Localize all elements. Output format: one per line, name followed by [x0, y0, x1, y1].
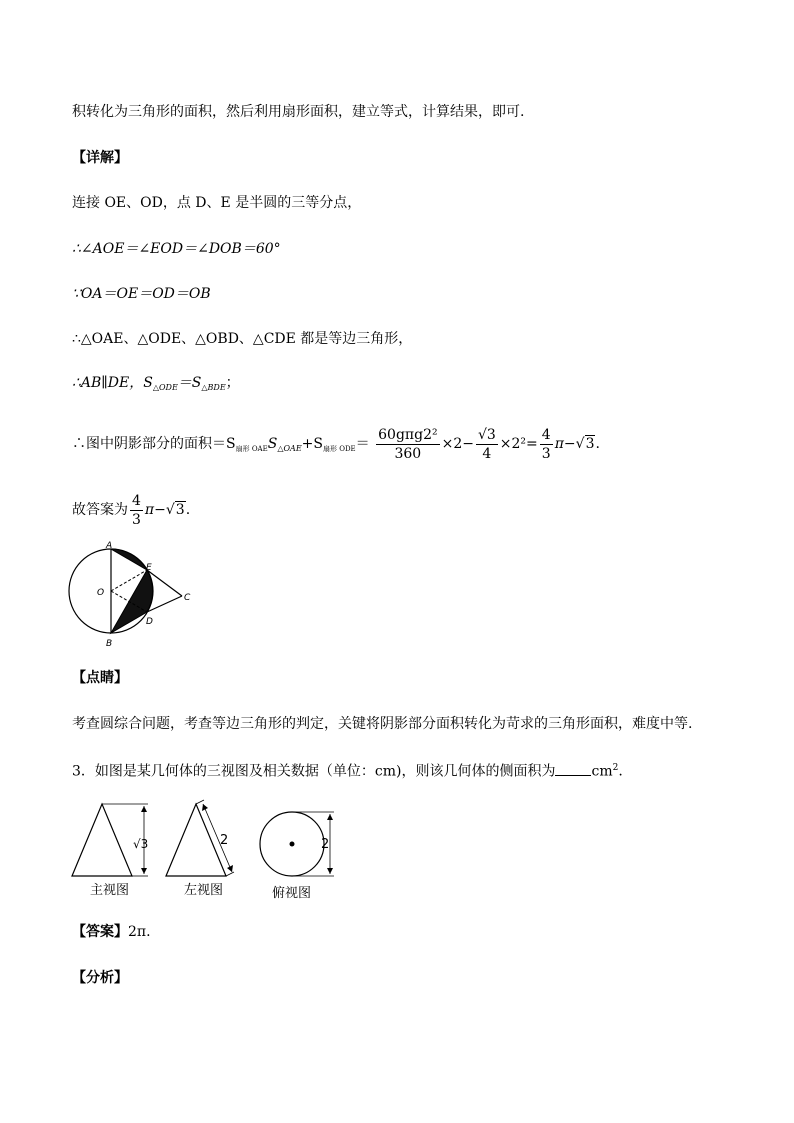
l7-part-a: ∴图中阴影部分的面积＝S	[72, 436, 236, 452]
label-c: C	[184, 593, 191, 603]
text-line-8	[72, 488, 190, 532]
text-line-4: ∵OA＝OE＝OD＝OB	[72, 286, 211, 302]
q3-unit: cm	[591, 763, 613, 780]
l8-part-b: π−	[144, 502, 166, 518]
l7-sub-3: 扇形 ODE	[322, 445, 356, 453]
l6-part-c: ；	[225, 375, 240, 391]
l7-radicand: 3	[585, 436, 595, 452]
text-line-9: 考查圆综合问题，考查等边三角形的判定，关键将阴影部分面积转化为苛求的三角形面积，难度中等.	[72, 716, 693, 732]
l6-sub-2: △BDE	[201, 383, 226, 392]
answer-label: 【答案】	[72, 924, 128, 940]
detail-header: 【详解】	[72, 150, 128, 166]
l6-part-b: ＝S	[177, 375, 202, 391]
text-line-2: 连接 OE、OD，点 D、E 是半圆的三等分点，	[72, 195, 362, 211]
l7-fraction-1	[376, 426, 439, 463]
top-view-center	[290, 842, 295, 847]
left-view-label: 左视图	[184, 883, 224, 898]
answer-line	[72, 922, 151, 942]
l7-part-g: π−	[554, 436, 576, 452]
top-dim-arrow-bottom	[327, 868, 333, 874]
l8-frac-den: 3	[132, 511, 141, 528]
l8-end: .	[185, 502, 191, 518]
label-o: O	[97, 588, 105, 598]
text-line-6	[72, 373, 240, 395]
top-dim-arrow-top	[327, 814, 333, 820]
l7-frac2-num: √3	[477, 426, 496, 443]
text-line-7	[72, 422, 600, 468]
l7-end: .	[595, 436, 600, 452]
front-view	[72, 804, 148, 898]
left-dim-top-ext	[196, 800, 204, 804]
left-view	[166, 800, 234, 898]
q3-unit-sup: 2	[612, 763, 619, 773]
l7-part-e: ×2−	[441, 436, 474, 452]
left-dim-bottom-ext	[226, 872, 234, 876]
l7-sub-2: △OAE	[277, 444, 302, 453]
l8-root-sign: √	[165, 502, 175, 518]
l8-radicand: 3	[175, 502, 185, 518]
front-view-label: 主视图	[90, 883, 130, 898]
top-view-label: 俯视图	[272, 886, 312, 901]
left-dim-label: 2	[220, 833, 229, 848]
l8-frac-num: 4	[132, 492, 141, 509]
q3-answer-blank	[555, 761, 591, 776]
l8-fraction	[130, 492, 143, 529]
l7-frac2-den: 4	[482, 445, 492, 462]
q3-end: .	[618, 763, 623, 780]
l7-part-d: ＝	[355, 436, 370, 452]
answer-value: 2π.	[128, 924, 151, 940]
l7-part-b: S	[267, 436, 278, 452]
left-dim-arrow-top	[202, 804, 208, 811]
l7-frac1-den: 360	[394, 445, 422, 462]
circle-figure	[62, 540, 202, 652]
label-b: B	[106, 639, 113, 649]
l7-radical	[576, 422, 596, 466]
text-line-1: 积转化为三角形的面积，然后利用扇形面积，建立等式，计算结果，即可.	[72, 104, 525, 120]
three-views-figure	[62, 798, 352, 906]
left-view-triangle	[166, 804, 229, 876]
label-e: E	[146, 563, 152, 573]
top-view	[260, 812, 334, 901]
l8-part-a: 故答案为	[72, 502, 128, 518]
top-dim-label: 2	[321, 837, 330, 852]
front-dim-arrow-bottom	[141, 868, 147, 874]
shaded-segment-ae	[111, 549, 147, 570]
l6-part-a: ∴AB∥DE，S	[72, 375, 153, 391]
left-dim-arrow-bottom	[227, 865, 233, 872]
question-3	[72, 758, 623, 782]
analysis-header: 【分析】	[72, 970, 128, 986]
l7-part-c: +S	[301, 436, 323, 452]
front-dim-arrow-top	[141, 806, 147, 812]
front-dim-label: √3	[133, 837, 149, 851]
l7-sub-1: 扇形 OAE	[235, 445, 268, 453]
text-line-3: ∴∠AOE＝∠EOD＝∠DOB＝60°	[72, 241, 281, 257]
label-d: D	[146, 617, 153, 627]
q3-text: 3．如图是某几何体的三视图及相关数据（单位：cm)，则该几何体的侧面积为	[72, 763, 556, 780]
front-view-triangle	[72, 804, 132, 876]
label-a: A	[106, 541, 113, 551]
l8-radical	[166, 488, 186, 532]
l7-part-f: ×2²=	[499, 436, 538, 452]
l6-sub-1: △ODE	[152, 383, 178, 392]
l7-fraction-3	[540, 426, 553, 463]
l7-frac3-den: 3	[541, 445, 551, 462]
l7-root-sign: √	[575, 436, 585, 452]
l7-frac3-num: 4	[541, 426, 551, 443]
comment-header: 【点睛】	[72, 670, 128, 686]
l7-fraction-2	[476, 426, 498, 463]
l7-frac1-num: 60gπg2²	[378, 426, 438, 443]
text-line-5: ∴△OAE、△ODE、△OBD、△CDE 都是等边三角形，	[72, 331, 413, 347]
